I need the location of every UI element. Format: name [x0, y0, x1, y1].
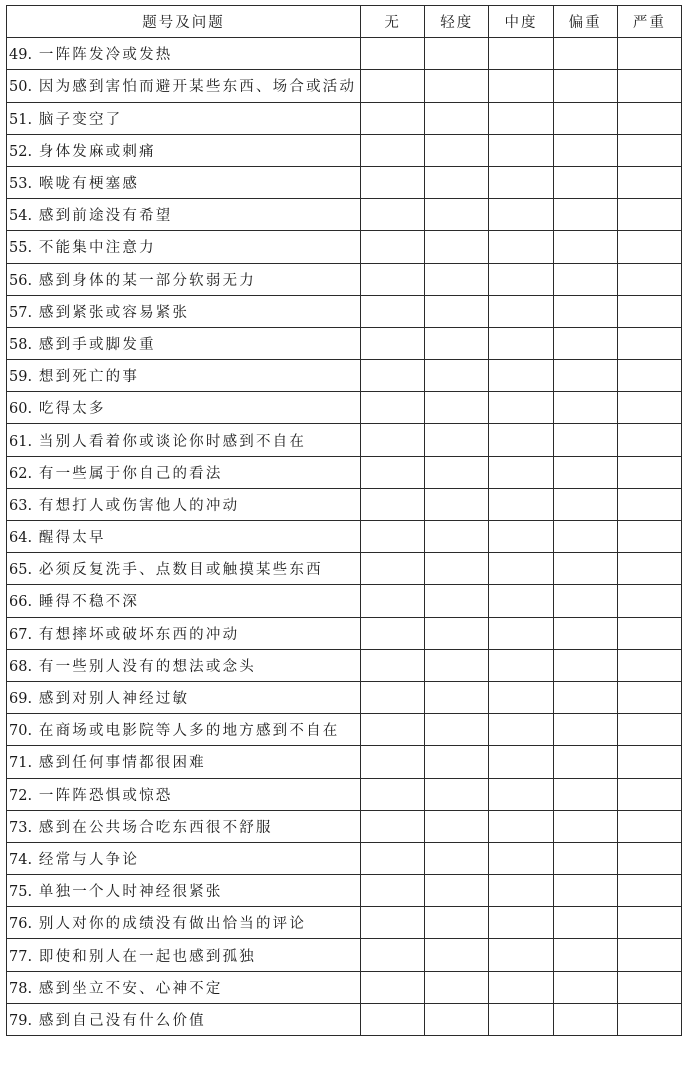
question-text: 感到坐立不安、心神不定 [38, 980, 223, 997]
rating-cell-mild[interactable] [425, 166, 489, 198]
question-number: 55. [9, 240, 33, 257]
question-text: 单独一个人时神经很紧张 [38, 884, 223, 901]
rating-cell-mild[interactable] [425, 263, 489, 295]
question-text: 睡得不稳不深 [38, 594, 140, 611]
question-number: 66. [9, 594, 33, 611]
table-row [7, 1003, 682, 1035]
table-row [7, 617, 682, 649]
rating-cell-moderate[interactable] [489, 360, 553, 392]
question-text: 想到死亡的事 [38, 369, 140, 386]
question-cell [7, 746, 361, 778]
rating-cell-considerable[interactable] [553, 521, 617, 553]
rating-cell-moderate[interactable] [489, 907, 553, 939]
rating-cell-none[interactable] [361, 38, 425, 70]
rating-cell-moderate[interactable] [489, 971, 553, 1003]
question-number: 60. [9, 401, 33, 418]
rating-cell-severe[interactable] [617, 327, 681, 359]
rating-cell-severe[interactable] [617, 38, 681, 70]
rating-cell-considerable[interactable] [553, 102, 617, 134]
rating-cell-severe[interactable] [617, 649, 681, 681]
table-row [7, 842, 682, 874]
rating-cell-considerable[interactable] [553, 392, 617, 424]
rating-cell-considerable[interactable] [553, 971, 617, 1003]
rating-cell-none[interactable] [361, 231, 425, 263]
table-row [7, 714, 682, 746]
rating-cell-mild[interactable] [425, 842, 489, 874]
question-text: 感到在公共场合吃东西很不舒服 [38, 819, 273, 836]
rating-cell-considerable[interactable] [553, 553, 617, 585]
rating-cell-mild[interactable] [425, 649, 489, 681]
question-number: 65. [9, 562, 33, 579]
question-cell [7, 360, 361, 392]
rating-cell-considerable[interactable] [553, 199, 617, 231]
rating-cell-none[interactable] [361, 681, 425, 713]
rating-cell-none[interactable] [361, 102, 425, 134]
question-number: 53. [9, 176, 33, 193]
question-cell [7, 231, 361, 263]
rating-cell-moderate[interactable] [489, 424, 553, 456]
rating-cell-mild[interactable] [425, 617, 489, 649]
question-text: 有想打人或伤害他人的冲动 [38, 497, 240, 514]
rating-cell-severe[interactable] [617, 907, 681, 939]
rating-cell-considerable[interactable] [553, 456, 617, 488]
question-number: 75. [9, 884, 33, 901]
question-cell [7, 488, 361, 520]
rating-cell-moderate[interactable] [489, 649, 553, 681]
table-row [7, 199, 682, 231]
question-number: 56. [9, 272, 33, 289]
symptom-rating-table [6, 5, 682, 1036]
rating-cell-none[interactable] [361, 456, 425, 488]
question-text: 不能集中注意力 [38, 240, 156, 257]
rating-cell-considerable[interactable] [553, 424, 617, 456]
rating-cell-considerable[interactable] [553, 585, 617, 617]
question-number: 68. [9, 658, 33, 675]
question-number: 74. [9, 851, 33, 868]
question-number: 57. [9, 304, 33, 321]
question-text: 醒得太早 [38, 530, 106, 547]
question-cell [7, 521, 361, 553]
rating-cell-none[interactable] [361, 327, 425, 359]
rating-cell-none[interactable] [361, 199, 425, 231]
rating-cell-moderate[interactable] [489, 875, 553, 907]
table-row [7, 327, 682, 359]
rating-cell-considerable[interactable] [553, 617, 617, 649]
rating-cell-severe[interactable] [617, 778, 681, 810]
rating-cell-mild[interactable] [425, 488, 489, 520]
rating-cell-none[interactable] [361, 424, 425, 456]
rating-cell-mild[interactable] [425, 360, 489, 392]
table-row [7, 521, 682, 553]
table-row [7, 456, 682, 488]
question-text: 必须反复洗手、点数目或触摸某些东西 [38, 562, 323, 579]
question-text: 别人对你的成绩没有做出恰当的评论 [38, 916, 307, 933]
question-number: 69. [9, 691, 33, 708]
rating-cell-mild[interactable] [425, 231, 489, 263]
table-row [7, 392, 682, 424]
question-text: 即使和别人在一起也感到孤独 [38, 948, 256, 965]
rating-cell-none[interactable] [361, 810, 425, 842]
table-row [7, 360, 682, 392]
header-option-severe: 严重 [617, 6, 681, 38]
question-number: 78. [9, 980, 33, 997]
rating-cell-moderate[interactable] [489, 456, 553, 488]
question-text: 一阵阵发冷或发热 [38, 47, 173, 64]
rating-cell-moderate[interactable] [489, 488, 553, 520]
table-row [7, 907, 682, 939]
question-text: 有一些别人没有的想法或念头 [38, 658, 256, 675]
question-text: 一阵阵恐惧或惊恐 [38, 787, 173, 804]
rating-cell-considerable[interactable] [553, 1003, 617, 1035]
rating-cell-severe[interactable] [617, 617, 681, 649]
question-cell [7, 971, 361, 1003]
rating-cell-mild[interactable] [425, 38, 489, 70]
question-number: 63. [9, 497, 33, 514]
rating-cell-mild[interactable] [425, 1003, 489, 1035]
rating-cell-severe[interactable] [617, 263, 681, 295]
rating-cell-mild[interactable] [425, 553, 489, 585]
rating-cell-moderate[interactable] [489, 681, 553, 713]
rating-cell-mild[interactable] [425, 424, 489, 456]
table-row [7, 681, 682, 713]
rating-cell-mild[interactable] [425, 875, 489, 907]
rating-cell-severe[interactable] [617, 553, 681, 585]
table-row [7, 746, 682, 778]
question-cell [7, 681, 361, 713]
rating-cell-moderate[interactable] [489, 134, 553, 166]
rating-cell-considerable[interactable] [553, 70, 617, 102]
rating-cell-moderate[interactable] [489, 38, 553, 70]
rating-cell-moderate[interactable] [489, 70, 553, 102]
rating-cell-none[interactable] [361, 488, 425, 520]
rating-cell-mild[interactable] [425, 521, 489, 553]
rating-cell-mild[interactable] [425, 392, 489, 424]
question-cell [7, 1003, 361, 1035]
question-number: 54. [9, 208, 33, 225]
rating-cell-moderate[interactable] [489, 617, 553, 649]
rating-cell-moderate[interactable] [489, 714, 553, 746]
question-number: 59. [9, 369, 33, 386]
rating-cell-severe[interactable] [617, 70, 681, 102]
rating-cell-severe[interactable] [617, 392, 681, 424]
rating-cell-none[interactable] [361, 907, 425, 939]
question-text: 感到前途没有希望 [38, 208, 173, 225]
question-cell [7, 38, 361, 70]
table-row [7, 38, 682, 70]
rating-cell-severe[interactable] [617, 102, 681, 134]
rating-cell-mild[interactable] [425, 327, 489, 359]
rating-cell-none[interactable] [361, 746, 425, 778]
question-cell [7, 166, 361, 198]
rating-cell-none[interactable] [361, 714, 425, 746]
rating-cell-mild[interactable] [425, 746, 489, 778]
rating-cell-moderate[interactable] [489, 327, 553, 359]
rating-cell-considerable[interactable] [553, 875, 617, 907]
question-cell [7, 295, 361, 327]
rating-cell-considerable[interactable] [553, 810, 617, 842]
rating-cell-severe[interactable] [617, 714, 681, 746]
question-cell [7, 714, 361, 746]
rating-cell-severe[interactable] [617, 360, 681, 392]
question-number: 62. [9, 465, 33, 482]
question-text: 感到自己没有什么价值 [38, 1012, 206, 1029]
table-row [7, 553, 682, 585]
question-text: 在商场或电影院等人多的地方感到不自在 [38, 723, 340, 740]
rating-cell-moderate[interactable] [489, 295, 553, 327]
question-cell [7, 70, 361, 102]
rating-cell-severe[interactable] [617, 681, 681, 713]
rating-cell-mild[interactable] [425, 456, 489, 488]
question-cell [7, 102, 361, 134]
rating-cell-considerable[interactable] [553, 38, 617, 70]
rating-cell-none[interactable] [361, 617, 425, 649]
rating-cell-considerable[interactable] [553, 263, 617, 295]
rating-cell-none[interactable] [361, 585, 425, 617]
rating-cell-none[interactable] [361, 971, 425, 1003]
rating-cell-considerable[interactable] [553, 295, 617, 327]
symptom-rating-sheet [6, 5, 681, 1036]
rating-cell-none[interactable] [361, 392, 425, 424]
question-text: 吃得太多 [38, 401, 106, 418]
rating-cell-severe[interactable] [617, 231, 681, 263]
table-row [7, 971, 682, 1003]
rating-cell-moderate[interactable] [489, 102, 553, 134]
rating-cell-mild[interactable] [425, 907, 489, 939]
rating-cell-severe[interactable] [617, 875, 681, 907]
question-cell [7, 553, 361, 585]
rating-cell-mild[interactable] [425, 70, 489, 102]
rating-cell-considerable[interactable] [553, 327, 617, 359]
question-number: 51. [9, 111, 33, 128]
rating-cell-severe[interactable] [617, 488, 681, 520]
question-number: 64. [9, 530, 33, 547]
rating-cell-none[interactable] [361, 521, 425, 553]
question-cell [7, 424, 361, 456]
rating-cell-none[interactable] [361, 1003, 425, 1035]
question-cell [7, 617, 361, 649]
rating-cell-moderate[interactable] [489, 263, 553, 295]
rating-cell-considerable[interactable] [553, 907, 617, 939]
rating-cell-moderate[interactable] [489, 199, 553, 231]
rating-cell-severe[interactable] [617, 295, 681, 327]
question-cell [7, 392, 361, 424]
rating-cell-severe[interactable] [617, 1003, 681, 1035]
rating-cell-none[interactable] [361, 875, 425, 907]
question-number: 70. [9, 723, 33, 740]
question-cell [7, 778, 361, 810]
question-text: 有一些属于你自己的看法 [38, 465, 223, 482]
question-number: 72. [9, 787, 33, 804]
table-row [7, 263, 682, 295]
table-row [7, 875, 682, 907]
rating-cell-severe[interactable] [617, 199, 681, 231]
rating-cell-severe[interactable] [617, 585, 681, 617]
question-number: 61. [9, 433, 33, 450]
rating-cell-mild[interactable] [425, 939, 489, 971]
question-text: 感到紧张或容易紧张 [38, 304, 190, 321]
question-text: 当别人看着你或谈论你时感到不自在 [38, 433, 307, 450]
rating-cell-considerable[interactable] [553, 746, 617, 778]
rating-cell-mild[interactable] [425, 778, 489, 810]
rating-cell-mild[interactable] [425, 714, 489, 746]
rating-cell-considerable[interactable] [553, 842, 617, 874]
question-number: 50. [9, 79, 33, 96]
question-number: 73. [9, 819, 33, 836]
question-cell [7, 810, 361, 842]
question-number: 79. [9, 1012, 33, 1029]
rating-cell-mild[interactable] [425, 134, 489, 166]
rating-cell-moderate[interactable] [489, 166, 553, 198]
rating-cell-severe[interactable] [617, 424, 681, 456]
rating-cell-severe[interactable] [617, 810, 681, 842]
rating-cell-none[interactable] [361, 166, 425, 198]
rating-cell-none[interactable] [361, 778, 425, 810]
rating-cell-mild[interactable] [425, 585, 489, 617]
rating-cell-none[interactable] [361, 295, 425, 327]
rating-cell-mild[interactable] [425, 810, 489, 842]
rating-cell-severe[interactable] [617, 746, 681, 778]
question-number: 76. [9, 916, 33, 933]
question-cell [7, 263, 361, 295]
table-row [7, 649, 682, 681]
question-text: 经常与人争论 [38, 851, 140, 868]
rating-cell-severe[interactable] [617, 842, 681, 874]
question-number: 52. [9, 143, 33, 160]
header-option-moderate: 中度 [489, 6, 553, 38]
header-option-none: 无 [361, 6, 425, 38]
rating-cell-severe[interactable] [617, 971, 681, 1003]
table-row [7, 102, 682, 134]
rating-cell-moderate[interactable] [489, 939, 553, 971]
rating-cell-mild[interactable] [425, 681, 489, 713]
table-header-row [7, 6, 682, 38]
question-number: 67. [9, 626, 33, 643]
question-cell [7, 585, 361, 617]
question-text: 感到手或脚发重 [38, 336, 156, 353]
rating-cell-severe[interactable] [617, 521, 681, 553]
rating-cell-considerable[interactable] [553, 778, 617, 810]
question-number: 58. [9, 336, 33, 353]
question-cell [7, 907, 361, 939]
question-text: 有想摔坏或破坏东西的冲动 [38, 626, 240, 643]
rating-cell-severe[interactable] [617, 456, 681, 488]
rating-cell-moderate[interactable] [489, 842, 553, 874]
rating-cell-none[interactable] [361, 134, 425, 166]
rating-cell-moderate[interactable] [489, 553, 553, 585]
question-text: 感到对别人神经过敏 [38, 691, 190, 708]
table-row [7, 166, 682, 198]
question-text: 脑子变空了 [38, 111, 123, 128]
question-text: 身体发麻或刺痛 [38, 143, 156, 160]
table-row [7, 488, 682, 520]
question-text: 喉咙有梗塞感 [38, 176, 140, 193]
table-row [7, 424, 682, 456]
question-text: 感到身体的某一部分软弱无力 [38, 272, 256, 289]
rating-cell-none[interactable] [361, 649, 425, 681]
question-cell [7, 649, 361, 681]
question-cell [7, 456, 361, 488]
rating-cell-severe[interactable] [617, 166, 681, 198]
table-row [7, 585, 682, 617]
rating-cell-none[interactable] [361, 263, 425, 295]
rating-cell-mild[interactable] [425, 199, 489, 231]
table-row [7, 134, 682, 166]
header-option-mild: 轻度 [425, 6, 489, 38]
rating-cell-none[interactable] [361, 939, 425, 971]
rating-cell-moderate[interactable] [489, 810, 553, 842]
table-row [7, 231, 682, 263]
rating-cell-considerable[interactable] [553, 939, 617, 971]
header-question: 题号及问题 [7, 6, 361, 38]
rating-cell-moderate[interactable] [489, 231, 553, 263]
table-row [7, 939, 682, 971]
rating-cell-severe[interactable] [617, 134, 681, 166]
rating-cell-moderate[interactable] [489, 778, 553, 810]
question-text: 因为感到害怕而避开某些东西、场合或活动 [38, 79, 357, 96]
rating-cell-considerable[interactable] [553, 231, 617, 263]
rating-cell-none[interactable] [361, 70, 425, 102]
rating-cell-moderate[interactable] [489, 1003, 553, 1035]
question-number: 77. [9, 948, 33, 965]
table-row [7, 295, 682, 327]
rating-cell-considerable[interactable] [553, 681, 617, 713]
question-number: 49. [9, 47, 33, 64]
rating-cell-considerable[interactable] [553, 649, 617, 681]
rating-cell-mild[interactable] [425, 102, 489, 134]
question-cell [7, 199, 361, 231]
rating-cell-considerable[interactable] [553, 360, 617, 392]
question-text: 感到任何事情都很困难 [38, 755, 206, 772]
table-row [7, 70, 682, 102]
rating-cell-severe[interactable] [617, 939, 681, 971]
rating-cell-considerable[interactable] [553, 134, 617, 166]
rating-cell-none[interactable] [361, 360, 425, 392]
rating-cell-none[interactable] [361, 842, 425, 874]
rating-cell-considerable[interactable] [553, 166, 617, 198]
question-number: 71. [9, 755, 33, 772]
table-row [7, 778, 682, 810]
rating-cell-none[interactable] [361, 553, 425, 585]
question-cell [7, 134, 361, 166]
rating-cell-mild[interactable] [425, 971, 489, 1003]
rating-cell-mild[interactable] [425, 295, 489, 327]
question-cell [7, 875, 361, 907]
rating-cell-considerable[interactable] [553, 488, 617, 520]
question-cell [7, 842, 361, 874]
rating-cell-considerable[interactable] [553, 714, 617, 746]
question-cell [7, 939, 361, 971]
question-cell [7, 327, 361, 359]
rating-cell-moderate[interactable] [489, 392, 553, 424]
rating-cell-moderate[interactable] [489, 746, 553, 778]
table-row [7, 810, 682, 842]
rating-cell-moderate[interactable] [489, 521, 553, 553]
header-option-considerable: 偏重 [553, 6, 617, 38]
rating-cell-moderate[interactable] [489, 585, 553, 617]
